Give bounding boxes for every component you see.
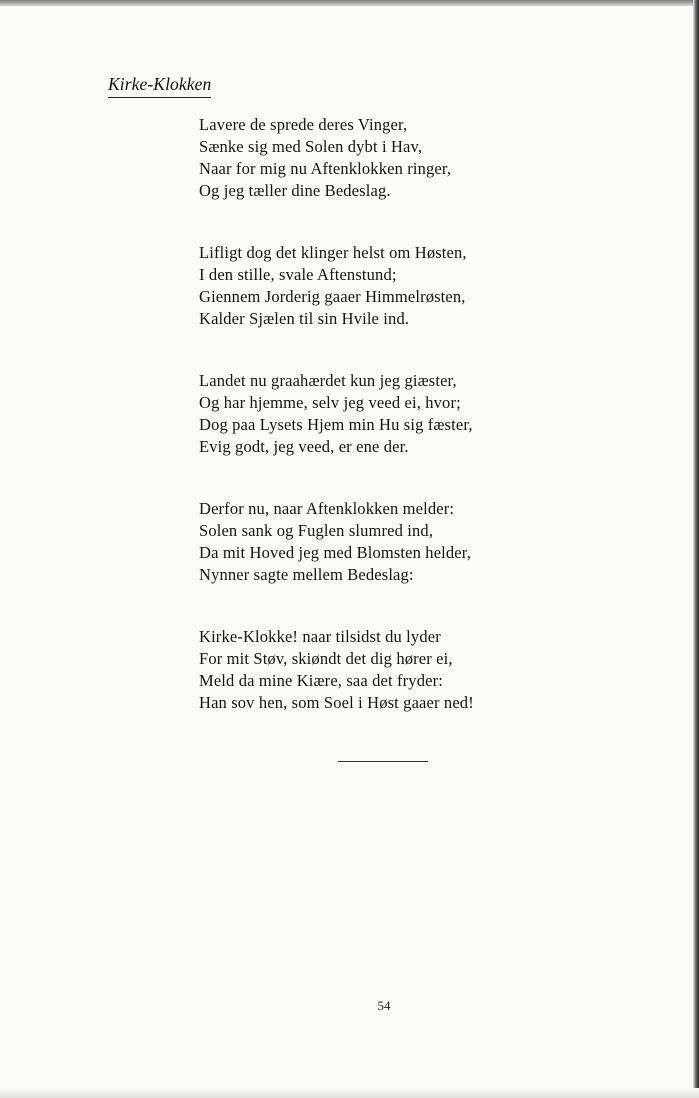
page-bottom-shade [0,1088,699,1098]
poem-line: Da mit Hoved jeg med Blomsten helder, [199,543,472,562]
poem-line: For mit Støv, skiøndt det dig hører ei, [199,649,453,668]
poem-line: Dog paa Lysets Hjem min Hu sig fæster, [199,415,473,434]
poem-line: Kalder Sjælen til sin Hvile ind. [199,309,410,328]
poem-line: Og har hjemme, selv jeg veed ei, hvor; [199,393,461,412]
poem-line: Evig godt, jeg veed, er ene der. [199,437,409,456]
poem-line: Sænke sig med Solen dybt i Hav, [199,137,423,156]
page-number: 54 [377,998,391,1013]
poem-line: Solen sank og Fuglen slumred ind, [199,521,434,540]
poem-line: Nynner sagte mellem Bedeslag: [199,565,414,584]
stanza-2 [199,242,579,330]
poem-line: I den stille, svale Aftenstund; [199,265,397,284]
poem-body [199,114,579,714]
stanza-3 [199,370,579,458]
running-head-title: Kirke-Klokken [108,74,211,98]
stanza-4 [199,498,579,586]
poem-line: Naar for mig nu Aftenklokken ringer, [199,159,452,178]
poem-line: Lavere de sprede deres Vinger, [199,115,408,134]
poem-line: Meld da mine Kiære, saa det fryder: [199,671,443,690]
poem-line: Og jeg tæller dine Bedeslag. [199,181,391,200]
page-right-edge [693,0,699,1098]
stanza-5 [199,626,579,714]
poem-line: Han sov hen, som Soel i Høst gaaer ned! [199,693,474,712]
poem-line: Lifligt dog det klinger helst om Høsten, [199,243,467,262]
poem-line: Landet nu graahærdet kun jeg giæster, [199,371,457,390]
poem-line: Derfor nu, naar Aftenklokken melder: [199,499,455,518]
poem-line: Giennem Jorderig gaaer Himmelrøsten, [199,287,466,306]
stanza-1 [199,114,579,202]
poem-line: Kirke-Klokke! naar tilsidst du lyder [199,627,441,646]
end-rule-divider [338,761,428,762]
page-top-edge [0,0,699,6]
